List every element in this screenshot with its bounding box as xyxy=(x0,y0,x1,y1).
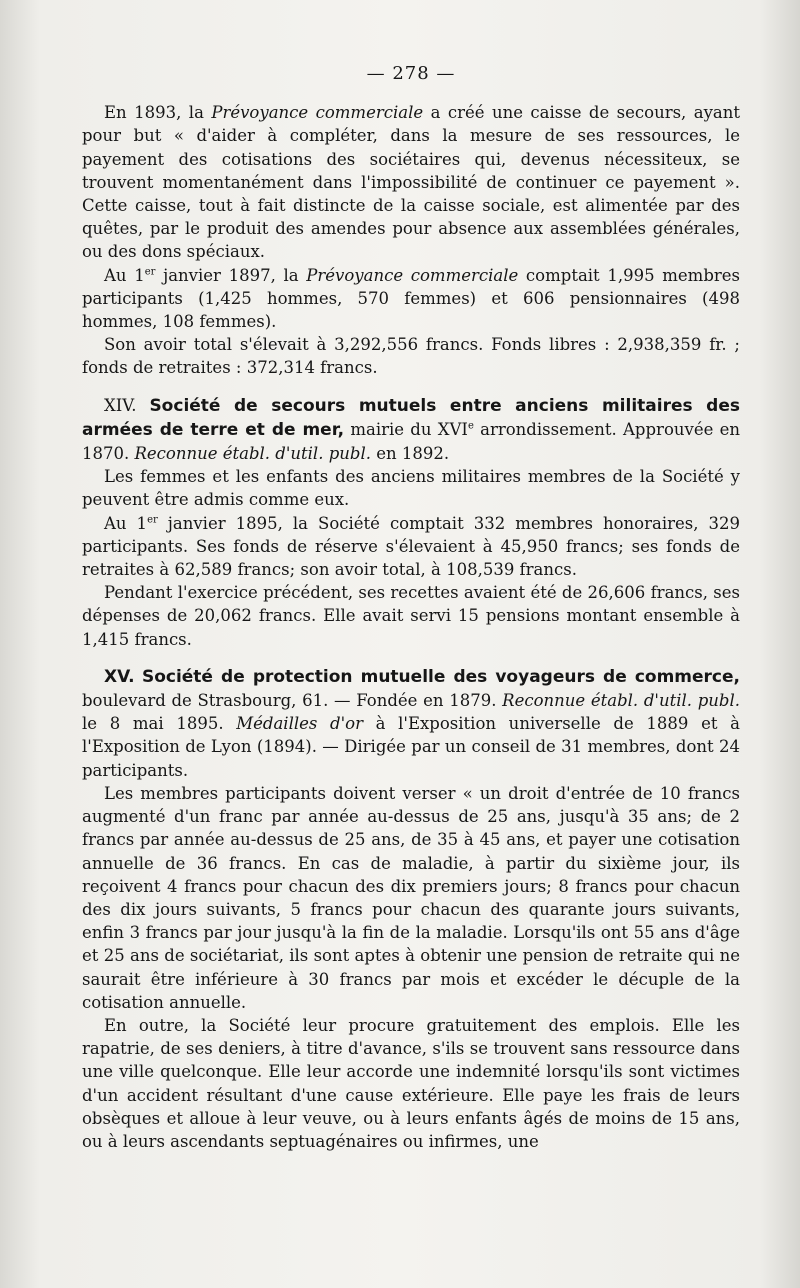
italic-text: Reconnue établ. d'util. publ. xyxy=(134,444,371,464)
italic-text: Prévoyance commerciale xyxy=(306,265,519,285)
text-run: le 8 mai 1895. xyxy=(82,714,237,734)
text-run: Au 1 xyxy=(104,513,148,533)
section-number: XV. xyxy=(104,666,135,687)
italic-text: Médailles d'or xyxy=(236,714,363,734)
section-title: Société de secours mutuels entre anciens militaires des armées de terre et de mer, xyxy=(82,395,740,440)
text-run: janvier 1897, la xyxy=(155,265,307,285)
page-number: — 278 — xyxy=(366,63,456,84)
text-run: mairie du XVI xyxy=(344,419,468,439)
text-run: janvier 1895, la Société comptait 332 membres honoraires, 329 participants. Ses fonds de réserve s'élevaient à 45,950 francs; ses fonds de retraites à 62,589 francs; son avoir total, à 108,539 francs. xyxy=(82,513,740,580)
paragraph-droit-d-entree: Les membres participants doivent verser « un droit d'entrée de 10 francs augmenté d'un franc par année au-dessus de 25 ans, jusqu'à 35 ans; de 2 francs par année au-dessus de 25 ans, de 35 à 45 ans, et payer une cotisation annuelle de 36 francs. En cas de maladie, à partir du sixième jour, ils reçoivent 4 francs pour chacun des dix premiers jours; 8 francs pour chacun des dix jours suivants, 5 francs pour chacun des quarante jours suivants, enfin 3 francs par jour jusqu'à la fin de la maladie. Lorsqu'ils ont 55 ans d'âge et 25 ans de sociétariat, ils sont aptes à obtenir une pension de retraite qui ne saurait être inférieure à 30 francs par mois et excéder le décuple de la cotisation annuelle. xyxy=(82,783,740,1012)
text-run: comptait 1,995 membres participants (1,425 hommes, 570 femmes) et 606 pensionnaires (498 hommes, 108 femmes). xyxy=(82,265,740,332)
text-run: arrondissement. Approuvée en 1870. xyxy=(82,419,741,464)
text-run: a créé une caisse de secours, ayant pour but « d'aider à compléter, dans la mesure de ses ressources, le payement des cotisations des sociétaires qui, devenus nécessiteux, se trouvent momentanément dans l'impossibilité de continuer ce payement ». Cette caisse, tout à fait distincte de la caisse sociale, est alimentée par des quêtes, par le produit des amendes pour absence aux assemblées générales, ou des dons spéciaux. xyxy=(82,103,741,262)
text-run: Au 1 xyxy=(104,265,145,285)
italic-text: Prévoyance commerciale xyxy=(211,103,424,123)
text-run: boulevard de Strasbourg, 61. — Fondée en 1879. xyxy=(82,691,503,711)
paragraph-femmes-enfants: Les femmes et les enfants des anciens militaires membres de la Société y peuvent être admis comme eux. xyxy=(82,467,740,510)
page-text xyxy=(82,62,740,1153)
superscript: e xyxy=(467,420,474,432)
italic-text: Reconnue établ. d'util. publ. xyxy=(502,691,740,711)
section-heading-xiv xyxy=(82,394,740,466)
section-heading-xv xyxy=(82,665,740,782)
text-run: En 1893, la xyxy=(104,103,212,123)
paragraph-caisse-de-secours xyxy=(82,101,740,263)
paragraph-emplois: En outre, la Société leur procure gratuitement des emplois. Elle les rapatrie, de ses deniers, à titre d'avance, s'ils se trouvent sans ressource dans une ville quelconque. Elle leur accorde une indemnité lorsqu'ils sont victimes d'un accident résultant d'une cause extérieure. Elle paye les frais de leurs obsèques et alloue à leur veuve, ou à leurs enfants âgés de moins de 15 ans, ou à leurs ascendants septuagénaires ou infirmes, une xyxy=(82,1015,740,1151)
paragraph-membres-1897 xyxy=(82,264,740,334)
paragraph-avoir-total: Son avoir total s'élevait à 3,292,556 francs. Fonds libres : 2,938,359 fr. ; fonds de retraites : 372,314 francs. xyxy=(82,335,740,378)
paragraph-membres-1895 xyxy=(82,512,740,582)
superscript: er xyxy=(147,514,158,526)
text-run: en 1892. xyxy=(370,444,450,464)
superscript: er xyxy=(144,266,156,278)
section-number: XIV. xyxy=(104,395,137,415)
paragraph-exercice-precedent: Pendant l'exercice précédent, ses recettes avaient été de 26,606 francs, ses dépenses de 20,062 francs. Elle avait servi 15 pensions montant ensemble à 1,415 francs. xyxy=(82,583,740,649)
section-title: Société de protection mutuelle des voyageurs de commerce, xyxy=(141,666,740,687)
text-run: à l'Exposition universelle de 1889 et à l'Exposition de Lyon (1894). — Dirigée par un conseil de 31 membres, dont 24 participants. xyxy=(82,714,740,780)
